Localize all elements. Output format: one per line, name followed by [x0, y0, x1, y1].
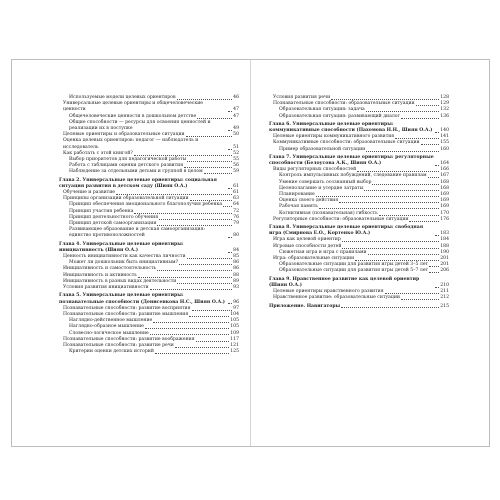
toc-page-number: 176: [440, 216, 449, 222]
toc-page-number: 96: [233, 299, 239, 305]
toc-leader-dots: [355, 260, 439, 261]
toc-page-number: 89: [233, 278, 239, 284]
toc-entry-title: Образовательные ситуации для развития игры детей 5–7 лет: [279, 268, 429, 274]
toc-entry-title: Принцип деятельностного обучения: [69, 214, 159, 220]
toc-leader-dots: [342, 241, 439, 242]
book-spread: [11, 59, 490, 447]
toc-entry: [269, 268, 449, 274]
toc-page-number: 72: [233, 208, 239, 214]
toc-entry: [59, 227, 239, 239]
toc-page-number: 164: [440, 161, 449, 167]
toc-page-number: 63: [233, 196, 239, 202]
toc-entry-title: Образовательная ситуация: развивающий диалог: [279, 113, 400, 119]
toc-leader-dots: [192, 310, 233, 311]
toc-leader-dots: [155, 353, 229, 354]
toc-entry-title: Приложение. Навигаторы: [269, 303, 341, 309]
toc-entry-title: Выбор приоритетов для педагогической работы: [69, 157, 187, 163]
toc-leader-dots: [385, 293, 440, 294]
toc-entry-title: Обучение и развитие: [63, 190, 115, 196]
toc-leader-dots: [339, 202, 439, 203]
toc-page-number: 80: [233, 233, 239, 239]
toc-leader-dots: [379, 215, 440, 216]
toc-entry-title: Инициативность и самостоятельность: [63, 266, 157, 272]
toc-entry: [59, 169, 239, 175]
toc-page-number: 59: [233, 169, 239, 175]
toc-entry-title: Целевые ориентиры и образовательные ситуации: [63, 132, 185, 138]
toc-entry: [269, 114, 449, 120]
toc-page-number: 168: [440, 179, 449, 185]
toc-entry-title: Глава 4. Универсальные целевые ориентиры: инициативность (Шиян О.А.): [59, 241, 184, 253]
toc-leader-dots: [366, 111, 439, 112]
toc-page-number: 85: [233, 254, 239, 260]
toc-entry-title: Целевые ориентиры коммуникативного развития: [273, 134, 395, 140]
toc-entry-title: Регуляторные способности: образовательные ситуации: [273, 216, 409, 222]
toc-page-number: 132: [440, 107, 449, 113]
book-spine: [250, 60, 251, 446]
toc-entry-title: Инициативность и активность: [63, 272, 137, 278]
toc-page-number: 47: [233, 113, 239, 119]
toc-chapter-entry: [269, 225, 449, 237]
toc-entry-title: Коммуникативные способности: образовательные ситуации: [273, 140, 420, 146]
toc-page-number: 210: [440, 282, 449, 288]
toc-leader-dots: [138, 277, 232, 278]
toc-leader-dots: [228, 237, 232, 238]
toc-leader-dots: [429, 266, 439, 267]
toc-page-number: 211: [440, 289, 449, 295]
toc-entry-title: Образовательные ситуации для развития игры детей 3–5 лет: [279, 262, 429, 268]
toc-page-number: 97: [233, 305, 239, 311]
toc-chapter-entry: [269, 155, 449, 167]
toc-entry-title: Критерии оценки детских историй: [69, 349, 154, 355]
toc-page-number: 86: [233, 266, 239, 272]
toc-entry-title: Глава 5. Универсальные целевые ориентиры: познавательные способности (Денисенкова Н.С., Шиян О.А.): [59, 293, 225, 305]
toc-leader-dots: [184, 167, 232, 168]
toc-leader-dots: [435, 287, 439, 288]
toc-leader-dots: [228, 149, 232, 150]
toc-page-number: 201: [440, 262, 449, 268]
toc-page-number: 141: [440, 134, 449, 140]
toc-leader-dots: [228, 130, 232, 131]
toc-entry-title: Может ли дошкольник быть инициативным?: [69, 260, 179, 266]
toc-chapter-entry: [59, 178, 239, 190]
toc-page-number: 128: [440, 95, 449, 100]
toc-leader-dots: [116, 194, 232, 195]
toc-leader-dots: [186, 136, 233, 137]
toc-page-number: 215: [440, 303, 449, 309]
toc-page-number: 160: [440, 146, 449, 152]
toc-leader-dots: [341, 307, 439, 308]
toc-entry-title: Инициативность в разных видах деятельности: [63, 278, 177, 284]
toc-entry-title: Наглядно-образное мышление: [69, 324, 144, 330]
toc-entry-title: Познавательные способности: развитие мышления: [63, 311, 189, 317]
toc-entry-title: Универсальные целевые ориентиры и общечеловеческие ценности: [63, 101, 204, 113]
toc-entry: [269, 147, 449, 153]
toc-entry-title: Используемые модели целевых ориентиров: [69, 95, 176, 100]
toc-entry-title: Принцип обеспечения эмоционального благополучия ребенка: [69, 202, 223, 208]
toc-leader-dots: [175, 347, 229, 348]
toc-page-number: 169: [440, 198, 449, 204]
toc-page-number: 105: [230, 318, 239, 324]
toc-page-number: 49: [233, 126, 239, 132]
toc-page-number: 169: [440, 192, 449, 198]
toc-leader-dots: [228, 303, 232, 304]
toc-page-number: 56: [233, 163, 239, 169]
toc-entry-title: Нравственное развитие: образовательные ситуации: [273, 295, 400, 301]
toc-page-number: 183: [440, 231, 449, 237]
toc-leader-dots: [134, 155, 232, 156]
toc-leader-dots: [228, 188, 232, 189]
toc-page-number: 155: [440, 140, 449, 146]
toc-leader-dots: [395, 138, 439, 139]
toc-entry-title: Целеполагание и усердие затраты: [279, 185, 364, 191]
toc-page-number: 50: [233, 132, 239, 138]
toc-leader-dots: [421, 144, 440, 145]
toc-entry: [59, 120, 239, 132]
toc-leader-dots: [223, 206, 232, 207]
toc-chapter-entry: [269, 277, 449, 289]
toc-page-number: 64: [233, 202, 239, 208]
toc-entry-title: Ценность инициативности как качества личности: [63, 254, 186, 260]
toc-leader-dots: [435, 165, 439, 166]
toc-page-number: 129: [440, 101, 449, 107]
toc-entry-title: Пример образовательной ситуации: [279, 146, 366, 152]
toc-leader-dots: [179, 264, 232, 265]
toc-page-number: 88: [233, 272, 239, 278]
toc-entry-title: Глава 8. Универсальные целевые ориентиры: свободная игра (Смирнова Е.О., Кортенко Ю.А.): [269, 225, 424, 237]
toc-leader-dots: [134, 213, 232, 214]
toc-leader-dots: [157, 270, 232, 271]
toc-chapter-entry: [269, 122, 449, 134]
toc-page-number: 51: [233, 144, 239, 150]
toc-leader-dots: [319, 208, 439, 209]
toc-entry: [59, 138, 239, 150]
toc-page-number: 125: [230, 349, 239, 355]
toc-leader-dots: [435, 235, 439, 236]
toc-leader-dots: [342, 248, 439, 249]
toc-page-number: 184: [440, 237, 449, 243]
toc-chapter-entry: [59, 242, 239, 254]
toc-entry-title: Познавательные способности: образовательные ситуации: [273, 101, 415, 107]
toc-entry-title: Целевые ориентиры нравственного развития: [273, 289, 384, 295]
toc-page-number: 109: [230, 330, 239, 336]
toc-leader-dots: [368, 254, 440, 255]
toc-entry-title: Образовательная ситуация: задача: [279, 107, 365, 113]
toc-entry-title: Принцип детской самоорганизации: [69, 221, 157, 227]
toc-entry-title: Принципы организации образовательной ситуации: [63, 196, 189, 202]
toc-leader-dots: [416, 105, 440, 106]
toc-leader-dots: [187, 258, 233, 259]
toc-entry-title: Глава 2. Универсальные целевые ориентиры: социальная ситуация развития в детском саду (Шиян О.А.): [59, 177, 217, 189]
toc-entry-title: Оценка своего действия: [279, 198, 339, 204]
toc-entry-title: Развивающее образование и детская самоорганизация: единство противоположностей: [69, 227, 206, 239]
toc-leader-dots: [429, 272, 439, 273]
toc-page-number: 93: [233, 285, 239, 291]
toc-leader-dots: [316, 196, 440, 197]
toc-page-number: 76: [233, 214, 239, 220]
toc-leader-dots: [177, 283, 232, 284]
toc-entry-title: Виды регуляторных способностей: [273, 167, 357, 173]
toc-entry-title: Наблюдение за отдельными детьми и группой в целом: [69, 169, 203, 175]
toc-entry-title: Работа с таблицами оценки детского развития: [69, 163, 184, 169]
toc-right-page: [269, 95, 449, 310]
toc-left-page: [59, 95, 239, 355]
toc-leader-dots: [228, 252, 232, 253]
toc-leader-dots: [157, 225, 232, 226]
toc-leader-dots: [145, 328, 229, 329]
toc-page-number: 79: [233, 221, 239, 227]
toc-page-number: 121: [230, 342, 239, 348]
toc-page-number: 140: [440, 128, 449, 134]
toc-entry-title: Общие способности — ресурсы для освоения ценностей и реализации их в поступке: [69, 119, 211, 132]
toc-leader-dots: [196, 341, 230, 342]
toc-leader-dots: [197, 118, 232, 119]
toc-entry-title: Познавательные способности: развитие речи: [63, 342, 174, 348]
toc-entry-title: Условия развития речи: [273, 95, 331, 100]
toc-leader-dots: [401, 118, 439, 119]
toc-page-number: 52: [233, 150, 239, 156]
toc-leader-dots: [177, 99, 233, 100]
toc-entry-title: Наглядно-действенное мышление: [69, 318, 153, 324]
toc-leader-dots: [357, 171, 439, 172]
toc-page-number: 168: [440, 185, 449, 191]
toc-page-number: 136: [440, 113, 449, 119]
toc-page-number: 167: [440, 173, 449, 179]
toc-entry-title: Когнитивная (познавательная) гибкость: [279, 210, 378, 216]
toc-entry: [59, 349, 239, 355]
toc-leader-dots: [428, 177, 440, 178]
toc-page-number: 188: [440, 243, 449, 249]
toc-page-number: 117: [230, 336, 239, 342]
toc-leader-dots: [187, 161, 232, 162]
toc-page-number: 86: [233, 260, 239, 266]
toc-leader-dots: [150, 334, 229, 335]
toc-page-number: 190: [440, 249, 449, 255]
toc-entry: [269, 295, 449, 301]
toc-entry-title: Игра как целевой ориентир: [273, 237, 341, 243]
toc-page-number: 47: [233, 107, 239, 113]
toc-leader-dots: [409, 221, 439, 222]
toc-entry-title: Глава 7. Универсальные целевые ориентиры: регуляторные способности (Белоусова А.К., Шиян О.А.): [269, 154, 434, 167]
toc-entry: [59, 101, 239, 113]
toc-entry: [269, 217, 449, 223]
toc-leader-dots: [401, 299, 439, 300]
toc-entry-title: Условия развития инициативности: [63, 285, 149, 291]
toc-entry-title: Рабочая память: [279, 204, 318, 210]
toc-entry: [59, 285, 239, 291]
toc-entry-title: Словесно-логическое мышление: [69, 330, 149, 336]
toc-chapter-entry: [59, 293, 239, 305]
toc-page-number: 61: [233, 190, 239, 196]
toc-leader-dots: [331, 99, 439, 100]
toc-entry-title: Общечеловеческие ценности в дошкольном детстве: [69, 113, 197, 119]
toc-leader-dots: [189, 316, 229, 317]
toc-entry-title: Оценка целевых ориентиров: педагог — наблюдатель и исследователь: [63, 138, 199, 150]
toc-entry-title: Познавательные способности: развитие восприятия: [63, 305, 191, 311]
toc-page-number: 55: [233, 157, 239, 163]
toc-page-number: 61: [233, 183, 239, 189]
toc-page-number: 84: [233, 247, 239, 253]
toc-entry-title: Глава 6. Универсальные целевые ориентиры: коммуникативные способности (Пахомова Н.Н., Шиян О.А.): [269, 121, 433, 134]
toc-entry-title: Контроль импульсивных побуждений, следование правилам: [279, 173, 427, 179]
toc-leader-dots: [364, 190, 439, 191]
toc-leader-dots: [159, 219, 232, 220]
toc-page-number: 104: [230, 311, 239, 317]
toc-leader-dots: [366, 151, 439, 152]
toc-entry-title: Планирование: [279, 192, 315, 198]
toc-entry-title: Игровые способности детей: [273, 243, 342, 249]
toc-page-number: 201: [440, 256, 449, 262]
toc-page-number: 46: [233, 95, 239, 100]
toc-leader-dots: [150, 289, 233, 290]
toc-entry-title: Принцип участия ребенка: [69, 208, 134, 214]
toc-page-number: 212: [440, 295, 449, 301]
toc-chapter-entry: [269, 304, 449, 310]
toc-page-number: 105: [230, 324, 239, 330]
toc-page-number: 166: [440, 167, 449, 173]
toc-entry-title: Как работать с этой книгой?: [63, 150, 133, 156]
toc-page-number: 169: [440, 204, 449, 210]
toc-entry-title: Сюжетная игра и игра с правилами: [279, 249, 367, 255]
toc-leader-dots: [153, 322, 229, 323]
toc-leader-dots: [372, 184, 439, 185]
toc-leader-dots: [435, 132, 439, 133]
toc-entry-title: Игра: образовательные ситуации: [273, 256, 355, 262]
toc-entry-title: Умение совершать осознанный выбор: [279, 179, 372, 185]
toc-page-number: 206: [440, 268, 449, 274]
toc-leader-dots: [190, 200, 233, 201]
toc-entry-title: Познавательные способности: развитие воображения: [63, 336, 195, 342]
toc-leader-dots: [228, 111, 232, 112]
toc-page-number: 170: [440, 210, 449, 216]
toc-entry-title: Глава 9. Нравственное развитие как целевой ориентир (Шиян О.А.): [269, 276, 420, 288]
toc-leader-dots: [204, 173, 232, 174]
